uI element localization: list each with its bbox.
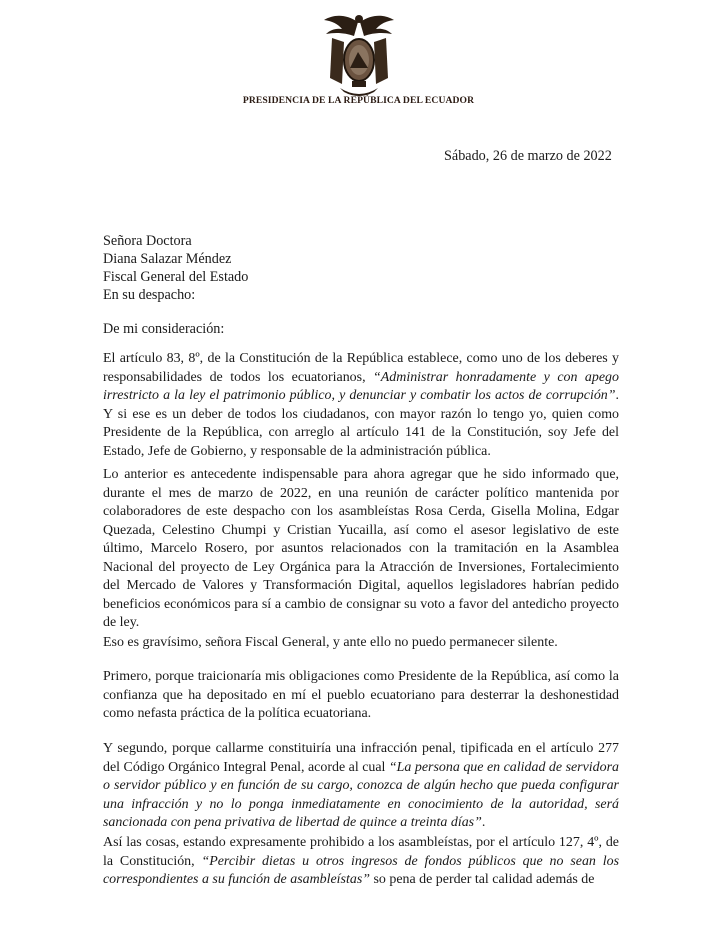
fasces [352,81,366,87]
left-flags [330,38,344,84]
condor-right-wing [360,16,394,36]
condor-head [355,15,363,23]
recipient-position: Fiscal General del Estado [103,269,249,285]
paragraph-1: El artículo 83, 8º, de la Constitución de la República establece, como uno de los deberes y responsabilidades de todos los ecuatorianos, “Administrar honradamente y con apego irrestricto a la ley el patrimonio público, y denunciar y combatir los actos de corrupción”. Y si ese es un deber de todos los ciudadanos, con mayor razón lo tengo yo, quien como Presidente de la República, con arreglo al artículo 141 de la Constitución, soy Jefe del Estado, Jefe de Gobierno, y responsable de la administración pública. [103,351,619,459]
paragraph-4: Primero, porque traicionaría mis obligaciones como Presidente de la República, así como la confianza que ha depositado en mí el pueblo ecuatoriano para desterrar la deshonestidad como nefasta práctica de la política ecuatoriana. [103,669,619,721]
condor-left-wing [324,16,358,36]
recipient-location: En su despacho: [103,287,196,303]
recipient-name: Diana Salazar Méndez [103,251,232,267]
quote-article-83: “Administrar honradamente y con apego irrestricto a la ley el patrimonio público, y denunciar y combatir los actos de corrupción” [103,369,619,403]
coat-of-arms-logo [322,8,396,100]
paragraph-3: Eso es gravísimo, señora Fiscal General, y ante ello no puedo permanecer silente. [103,635,558,650]
right-flags [374,38,388,84]
letter-date: Sábado, 26 de marzo de 2022 [444,148,612,164]
letterhead-title: PRESIDENCIA DE LA REPÚBLICA DEL ECUADOR [242,95,475,106]
recipient-title: Señora Doctora [103,233,192,249]
quote-coip-277: “La persona que en calidad de servidora o servidor público y en función de su cargo, conozca de algún hecho que pueda configurar una infracción y no lo ponga inmediatamente en conocimiento de la autoridad, será sancionada con pena privativa de libertad de quince a treinta días” [103,759,619,830]
paragraph-5: Y segundo, porque callarme constituiría una infracción penal, tipificada en el artículo 277 del Código Orgánico Integral Penal, acorde al cual “La persona que en calidad de servidora o servidor público y en función de su cargo, conozca de algún hecho que pueda configurar una infracción y no lo ponga inmediatamente en conocimiento de la autoridad, será sancionada con pena privativa de libertad de quince a treinta días”. [103,741,619,830]
quote-article-127: “Percibir dietas u otros ingresos de fondos públicos que no sean los correspondientes a su función de asambleístas” [103,853,619,887]
paragraph-6: Así las cosas, estando expresamente prohibido a los asambleístas, por el artículo 127, 4º, de la Constitución, “Percibir dietas u otros ingresos de fondos públicos que no sean los correspondientes a su función de asambleístas” so pena de perder tal calidad además de [103,835,619,887]
salutation: De mi consideración: [103,321,225,337]
paragraph-2: Lo anterior es antecedente indispensable para ahora agregar que he sido informado que, durante el mes de marzo de 2022, en una reunión de carácter político mantenida por colaboradores de este despacho con los asambleístas Rosa Cerda, Gisella Molina, Edgar Quezada, Celestino Chumpi y Cristian Yucailla, así como el asesor legislativo de este último, Marcelo Rosero, por asuntos relacionados con la tramitación en la Asamblea Nacional del proyecto de Ley Orgánica para la Atracción de Inversiones, Fortalecimiento del Mercado de Valores y Transformación Digital, aquellos legisladores habrían pedido beneficios económicos para sí a cambio de consignar su voto a favor del antedicho proyecto de ley. [103,467,619,630]
